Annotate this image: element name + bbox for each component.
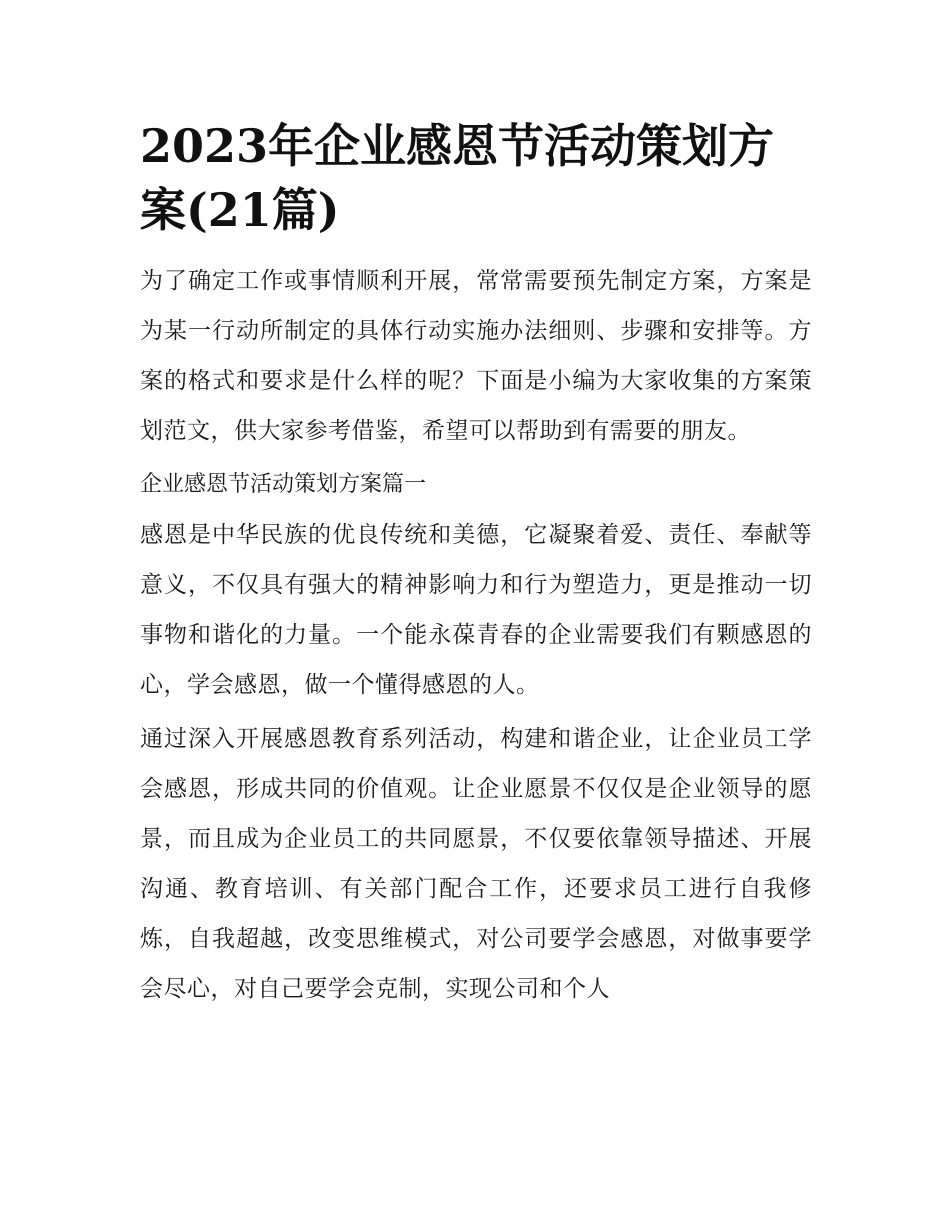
body-paragraph-1: 感恩是中华民族的优良传统和美德，它凝聚着爱、责任、奉献等意义，不仅具有强大的精神影响力和行为塑造力，更是推动一切事物和谐化的力量。一个能永葆青春的企业需要我们有颗感恩的心，学会感恩，做一个懂得感恩的人。 [140, 522, 812, 698]
intro-paragraph: 为了确定工作或事情顺利开展，常常需要预先制定方案，方案是为某一行动所制定的具体行动实施办法细则、步骤和安排等。方案的格式和要求是什么样的呢？下面是小编为大家收集的方案策划范文，供大家参考借鉴，希望可以帮助到有需要的朋友。 [140, 268, 812, 444]
document-title: 2023年企业感恩节活动策划方案(21篇) [140, 119, 775, 237]
body-paragraph-2: 通过深入开展感恩教育系列活动，构建和谐企业，让企业员工学会感恩，形成共同的价值观。让企业愿景不仅仅是企业领导的愿景，而且成为企业员工的共同愿景，不仅要依靠领导描述、开展沟通、教育培训、有关部门配合工作，还要求员工进行自我修炼，自我超越，改变思维模式，对公司要学会感恩，对做事要学会尽心，对自己要学会克制，实现公司和个人 [140, 726, 812, 1002]
section-heading: 企业感恩节活动策划方案篇一 [140, 472, 427, 497]
document-body [140, 256, 812, 1014]
document-content [140, 114, 812, 1018]
